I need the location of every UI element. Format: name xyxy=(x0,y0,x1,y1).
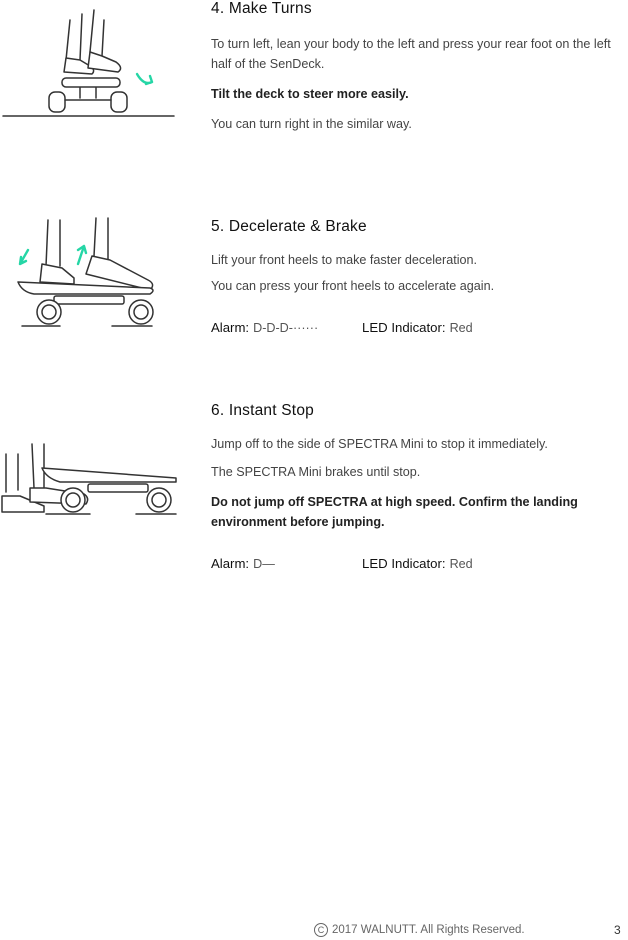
paragraph: Lift your front heels to make faster deceleration. xyxy=(211,253,478,267)
led-info xyxy=(362,556,473,571)
section-title: 6. Instant Stop xyxy=(211,402,314,419)
paragraph: Jump off to the side of SPECTRA Mini to stop it immediately. xyxy=(211,437,548,451)
paragraph: You can press your front heels to accelerate again. xyxy=(211,279,495,293)
turn-illustration xyxy=(0,0,190,130)
section-decelerate-brake xyxy=(0,212,628,362)
bold-note: Tilt the deck to steer more easily. xyxy=(211,87,409,101)
arrow-icon xyxy=(20,250,28,264)
led-value: Red xyxy=(449,321,473,335)
brake-illustration xyxy=(0,212,190,342)
page-number: 3 xyxy=(614,923,621,937)
stop-illustration xyxy=(0,396,190,526)
led-label: LED Indicator: xyxy=(362,320,446,335)
paragraph: You can turn right in the similar way. xyxy=(211,117,412,131)
alarm-label: Alarm: xyxy=(211,556,250,571)
led-info xyxy=(362,320,473,335)
paragraph: The SPECTRA Mini brakes until stop. xyxy=(211,465,421,479)
alarm-info xyxy=(211,320,318,335)
alarm-info xyxy=(211,556,275,571)
section-title: 4. Make Turns xyxy=(211,0,312,17)
copyright-text: 2017 WALNUTT. All Rights Reserved. xyxy=(332,924,525,936)
bold-note: Do not jump off SPECTRA at high speed. Confirm the landing environment before jumping. xyxy=(211,495,578,529)
alarm-value: D-D-D-······ xyxy=(253,321,319,335)
copyright-icon: C xyxy=(314,923,328,937)
led-label: LED Indicator: xyxy=(362,556,446,571)
section-title: 5. Decelerate & Brake xyxy=(211,218,367,235)
alarm-label: Alarm: xyxy=(211,320,250,335)
arrow-icon xyxy=(78,246,86,264)
alarm-value: D— xyxy=(253,557,275,571)
paragraph: To turn left, lean your body to the left and press your rear foot on the left half of the SenDeck. xyxy=(211,37,611,71)
section-make-turns xyxy=(0,0,628,160)
footer-copyright xyxy=(314,923,525,937)
arrow-icon xyxy=(137,74,152,84)
led-value: Red xyxy=(449,557,473,571)
section-instant-stop xyxy=(0,396,628,596)
